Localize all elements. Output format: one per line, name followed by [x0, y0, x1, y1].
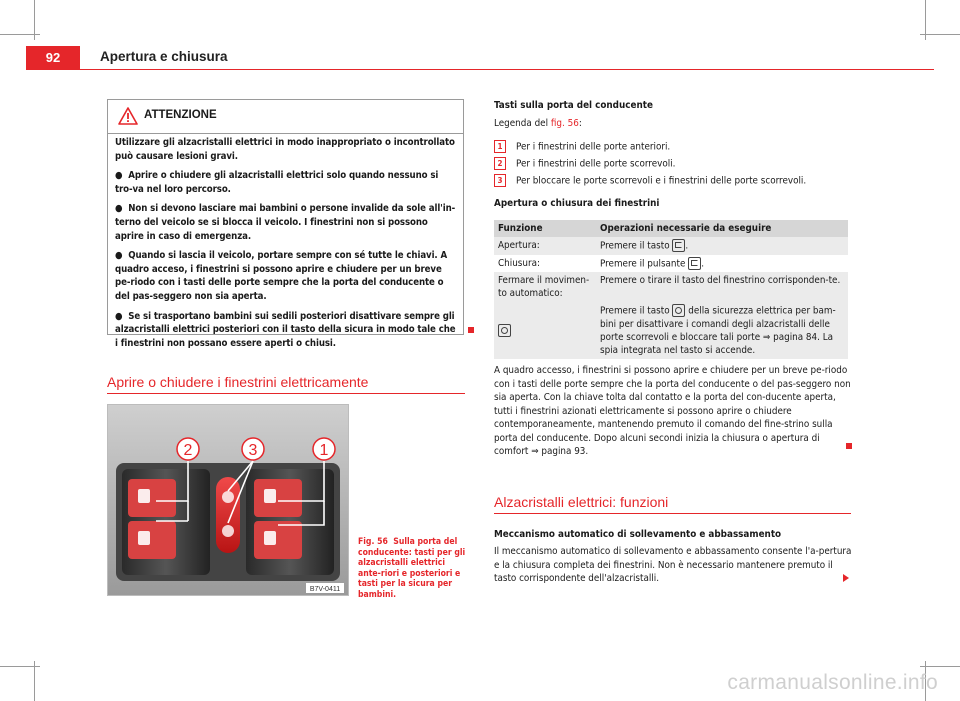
crop-mark [34, 661, 35, 701]
window-switch-panel-image [108, 405, 348, 595]
warning-bullet: ● Se si trasportano bambini sui sedili posteriori disattivare sempre gli alzacristalli elettrici posteriori con il tasto della sicura in modo tale che i finestrini non possano essere aperti o chiusi. [115, 310, 456, 349]
child-safety-lock-icon [672, 304, 685, 317]
legend-intro: Legenda del fig. 56: [494, 118, 582, 129]
figure-reference-link[interactable]: fig. 56 [550, 118, 579, 129]
figure-label-1: 1 [319, 442, 329, 459]
watermark: carmanualsonline.info [727, 671, 938, 694]
legend-text: Per i finestrini delle porte anteriori. [516, 141, 671, 153]
table-cell: Premere il pulsante . [600, 258, 705, 269]
warning-title: ATTENZIONE [144, 109, 217, 121]
legend-text: Per i finestrini delle porte scorrevoli. [516, 158, 676, 170]
window-functions-table [494, 220, 848, 359]
section-rule [107, 393, 465, 394]
legend-number: 3 [494, 174, 506, 187]
warning-bullet: ● Aprire o chiudere gli alzacristalli elettrici solo quando nessuno si tro-va nel loro percorso. [115, 170, 439, 195]
header-rule [80, 69, 934, 70]
table-heading: Apertura o chiusura dei finestrini [494, 198, 660, 209]
crop-mark [0, 34, 40, 35]
warning-triangle-icon [118, 107, 138, 125]
warning-box [107, 99, 464, 349]
body-paragraph: A quadro accesso, i finestrini si possono aprire e chiudere per un breve pe-riodo con i tasti delle porte sempre che la porta del conducente o del pas-seggero non sia aperta. Con la chiave tolta dal contatto e la porta del con-ducente aperta, tutti i finestrini azionati elettricamente si possono aprire o chiudere contemporaneamente, mantenendo premuto il comando del fine-strino sulla porta del conducente. Dopo alcuni secondi inizia la chiusura o apertura di comfort ⇒ pagina 93. [494, 365, 851, 457]
legend-number: 1 [494, 140, 506, 153]
table-row [494, 302, 848, 359]
warning-intro: Utilizzare gli alzacristalli elettrici in modo inappropriato o incontrollato può causare lesioni gravi. [115, 137, 455, 162]
table-cell: Premere o tirare il tasto del finestrino corrisponden-te. [596, 272, 848, 302]
legend-number: 2 [494, 157, 506, 170]
crop-mark [920, 666, 960, 667]
warning-header [108, 100, 463, 134]
window-close-key-icon [688, 257, 701, 270]
table-row [494, 272, 848, 302]
figure-label-3: 3 [248, 442, 258, 459]
warning-bullet: ● Non si devono lasciare mai bambini o persone invalide da sole all'in-terno del veicolo se si blocca il veicolo. I finestrini non si possono aprire in caso di emergenza. [115, 203, 456, 242]
sub-heading: Meccanismo automatico di sollevamento e abbassamento [494, 529, 782, 540]
warning-body [108, 134, 463, 350]
legend-item [494, 140, 670, 153]
window-open-key-icon [672, 239, 685, 252]
child-safety-lock-icon [498, 324, 511, 337]
table-cell [494, 302, 596, 359]
table-cell: Premere il tasto della sicurezza elettrica per bam-bini per disattivare i comandi degli alzacristalli delle porte scorrevoli e bloccare tali porte ⇒ pagina 84. La spia integrata nel tasto si accende. [596, 302, 848, 359]
figure-caption-number: Fig. 56 [358, 537, 388, 547]
figure-code: B7V-0411 [309, 586, 341, 593]
figure-label-2: 2 [183, 442, 193, 459]
page-number: 92 [45, 50, 61, 65]
end-marker [468, 327, 474, 333]
table-row [494, 237, 848, 255]
legend-item [494, 174, 806, 187]
crop-mark [920, 34, 960, 35]
section-rule [494, 513, 851, 514]
table-header-cell: Funzione [494, 220, 596, 237]
page-title: Apertura e chiusura [100, 49, 228, 64]
section-title: Aprire o chiudere i finestrini elettricamente [107, 374, 369, 390]
table-header-row [494, 220, 848, 237]
crop-mark [0, 666, 40, 667]
end-marker [846, 443, 852, 449]
table-cell: Chiusura: [498, 257, 540, 269]
table-header-cell: Operazioni necessarie da eseguire [596, 220, 848, 237]
table-cell: Apertura: [494, 237, 596, 255]
legend-text: Per bloccare le porte scorrevoli e i finestrini delle porte scorrevoli. [516, 175, 807, 187]
table-cell: Premere il tasto . [596, 237, 848, 255]
figure-caption [358, 537, 466, 601]
figure-caption-text: Sulla porta del conducente: tasti per gli alzacristalli elettrici ante-riori e posteriori e tasti per la sicura per bambini. [358, 537, 466, 600]
table-row [494, 255, 848, 273]
table-cell: Fermare il movimen-to automatico: [494, 272, 596, 302]
figure-56 [107, 404, 349, 596]
legend-item [494, 157, 675, 170]
continue-arrow-icon [843, 574, 849, 582]
right-heading: Tasti sulla porta del conducente [494, 100, 653, 111]
section-title: Alzacristalli elettrici: funzioni [494, 494, 669, 510]
warning-bullet: ● Quando si lascia il veicolo, portare sempre con sé tutte le chiavi. A quadro acceso, i finestrini si possono aprire e chiudere per un breve pe-riodo con i tasti delle porte sempre che la porta del conducente o del pas-seggero non sia aperta. [115, 250, 448, 302]
sub-paragraph: Il meccanismo automatico di sollevamento e abbassamento consente l'a-pertura e la chiusura completa dei finestrini. Non è necessario mantenere premuto il tasto corrispondente dell'alzacristalli. [494, 546, 852, 584]
